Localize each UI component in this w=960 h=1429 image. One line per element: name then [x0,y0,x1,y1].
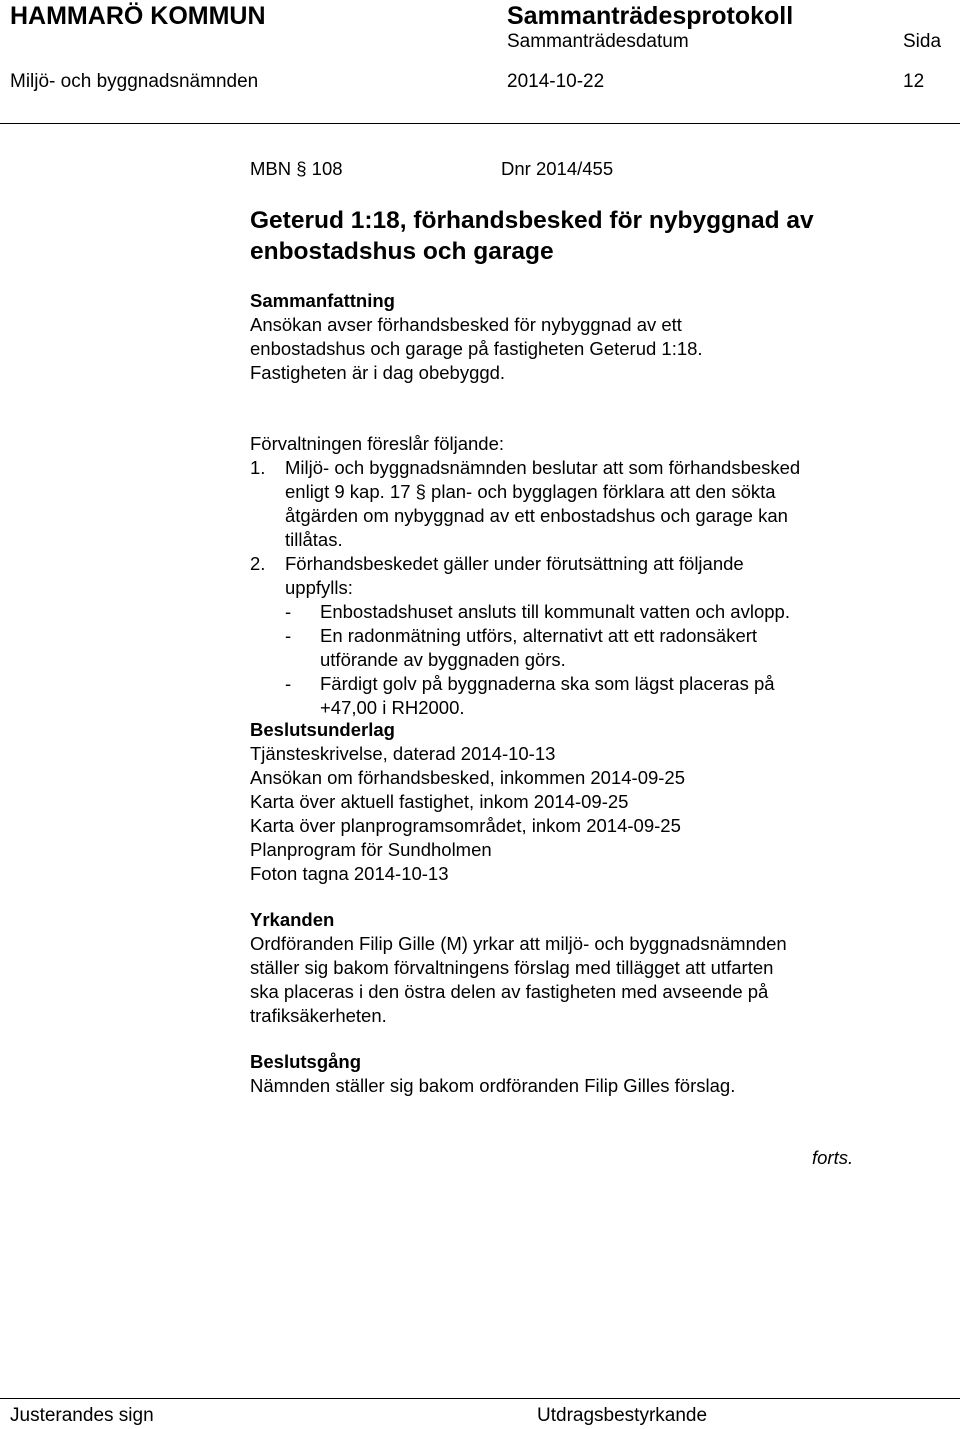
page-number: 12 [903,71,925,92]
item-number: 1. [250,457,266,478]
date-label: Sammanträdesdatum [507,31,689,52]
bullet-dash: - [285,601,292,622]
excerpt-label: Utdragsbestyrkande [537,1405,708,1426]
procedure-line: Nämnden ställer sig bakom ordföranden Filip Gilles förslag. [250,1075,736,1096]
basis-section [250,718,890,886]
case-dnr: Dnr 2014/455 [501,158,614,179]
condition-bullet [250,672,890,696]
condition-bullet [250,624,890,648]
bullet-dash: - [285,625,292,646]
motions-line: ska placeras i den östra delen av fastigheten med avseende på [250,981,769,1002]
case-title-line: enbostadshus och garage [250,238,554,265]
item-number: 2. [250,553,266,574]
basis-line: Tjänsteskrivelse, daterad 2014-10-13 [250,743,556,764]
item-line: uppfylls: [285,577,353,598]
procedure-heading: Beslutsgång [250,1051,362,1072]
basis-line: Ansökan om förhandsbesked, inkommen 2014-09-25 [250,767,686,788]
basis-line: Karta över planprogramsområdet, inkom 2014-09-25 [250,815,681,836]
bullet-text: Färdigt golv på byggnaderna ska som lägst placeras på [320,673,775,694]
motions-line: trafiksäkerheten. [250,1005,387,1026]
motions-line: ställer sig bakom förvaltningens förslag med tillägget att utfarten [250,957,774,978]
item-line: åtgärden om nybyggnad av ett enbostadshus och garage kan [285,505,788,526]
proposal-intro: Förvaltningen föreslår följande: [250,433,505,454]
committee-name: Miljö- och byggnadsnämnden [10,71,259,92]
basis-line: Foton tagna 2014-10-13 [250,863,449,884]
bullet-text: En radonmätning utförs, alternativt att ett radonsäkert [320,625,758,646]
summary-line: enbostadshus och garage på fastigheten Geterud 1:18. [250,338,703,359]
document-type: Sammanträdesprotokoll [507,2,794,30]
item-line: Förhandsbeskedet gäller under förutsättning att följande [285,553,744,574]
footer-divider [0,1398,960,1399]
summary-section [250,289,890,385]
motions-line: Ordföranden Filip Gille (M) yrkar att miljö- och byggnadsnämnden [250,933,787,954]
basis-line: Karta över aktuell fastighet, inkom 2014-09-25 [250,791,629,812]
bullet-text: +47,00 i RH2000. [320,697,465,718]
page-label: Sida [903,31,942,52]
summary-line: Ansökan avser förhandsbesked för nybyggnad av ett [250,314,682,335]
case-title [250,205,814,267]
motions-section [250,908,890,1028]
item-line: tillåtas. [285,529,343,550]
item-line: Miljö- och byggnadsnämnden beslutar att som förhandsbesked [285,457,801,478]
basis-line: Planprogram för Sundholmen [250,839,492,860]
case-number: MBN § 108 [250,158,343,179]
sign-label: Justerandes sign [10,1405,154,1426]
meeting-date: 2014-10-22 [507,71,605,92]
summary-line: Fastigheten är i dag obebyggd. [250,362,506,383]
procedure-section [250,1050,890,1098]
bullet-text: Enbostadshuset ansluts till kommunalt vatten och avlopp. [320,601,790,622]
motions-heading: Yrkanden [250,909,335,930]
proposal-item-1 [250,456,890,480]
bullet-text: utförande av byggnaden görs. [320,649,566,670]
item-line: enligt 9 kap. 17 § plan- och bygglagen förklara att den sökta [285,481,776,502]
basis-heading: Beslutsunderlag [250,719,395,740]
case-title-line: Geterud 1:18, förhandsbesked för nybyggnad av [250,207,814,234]
municipality-name: HAMMARÖ KOMMUN [10,2,266,30]
header-divider [0,123,960,124]
continued-marker: forts. [812,1147,854,1168]
proposal-item-2 [250,552,890,576]
condition-bullet [250,600,890,624]
summary-heading: Sammanfattning [250,290,395,311]
bullet-dash: - [285,673,292,694]
proposal-section [250,432,890,720]
